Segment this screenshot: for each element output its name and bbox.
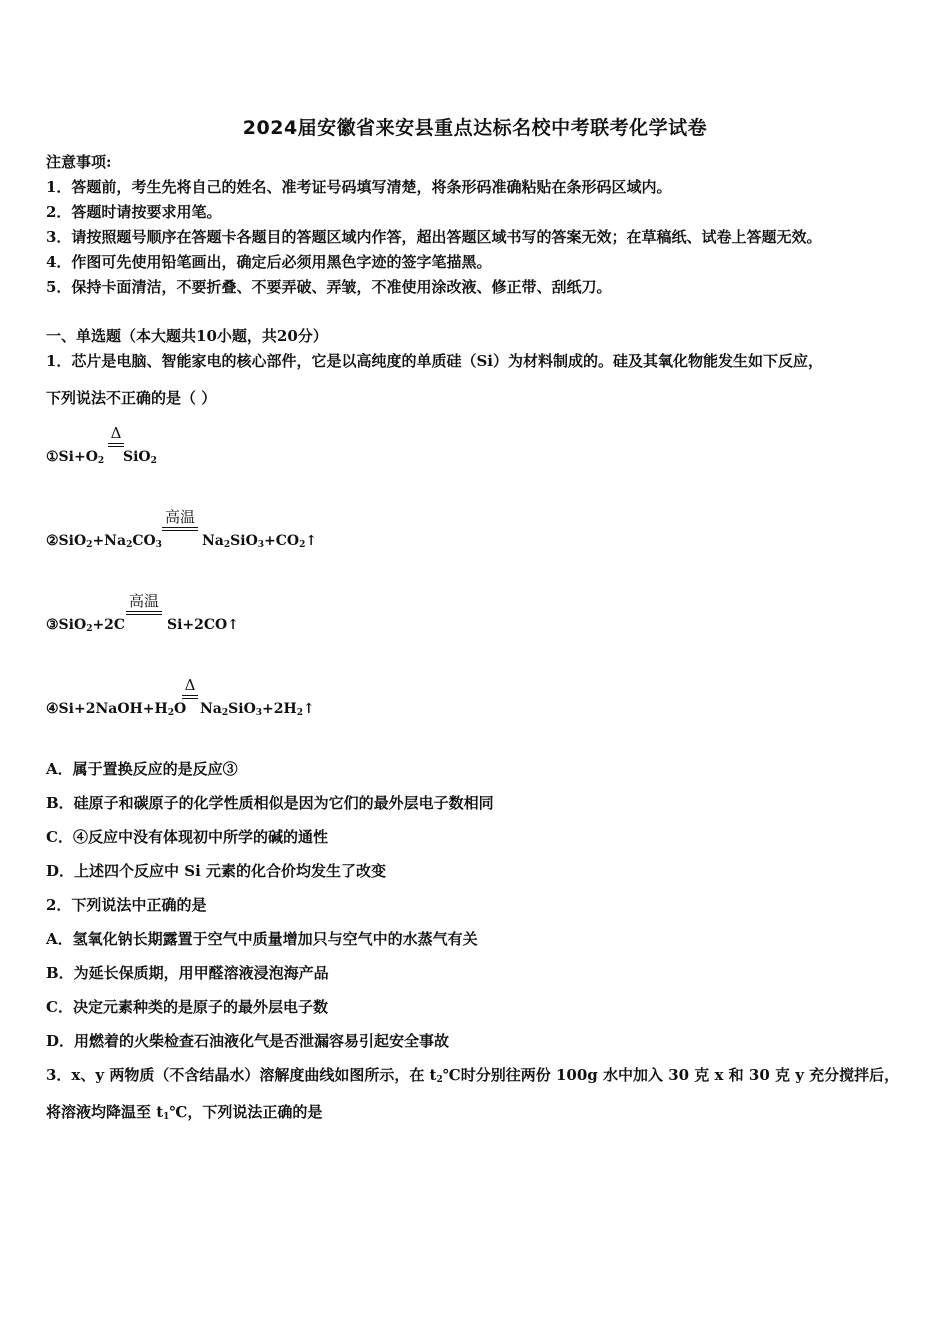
q1-stem-line1: 1．芯片是电脑、智能家电的核心部件，它是以高纯度的单质硅（Si）为材料制成的。硅及其氧化物能发生如下反应，	[46, 352, 823, 370]
note-item-4: 4．作图可先使用铅笔画出，确定后必须用黑色字迹的签字笔描黑。	[46, 253, 492, 271]
notes-heading: 注意事项:	[46, 153, 112, 171]
section-heading: 一、单选题（本大题共10小题，共20分）	[46, 327, 328, 345]
q1-option-a: A．属于置换反应的是反应③	[46, 760, 238, 778]
note-item-1: 1．答题前，考生先将自己的姓名、准考证号码填写清楚，将条形码准确粘贴在条形码区域内。	[46, 178, 672, 196]
reaction-3-condition: 高温	[126, 593, 162, 615]
q2-stem: 2．下列说法中正确的是	[46, 896, 207, 914]
q1-stem-line2: 下列说法不正确的是（ ）	[46, 389, 217, 407]
page-title: 2024届安徽省来安县重点达标名校中考联考化学试卷	[242, 117, 708, 139]
reaction-4-right: $Na_2SiO_3+2H_2↑$	[200, 701, 315, 718]
q1-option-b: B．硅原子和碳原子的化学性质相似是因为它们的最外层电子数相同	[46, 794, 494, 812]
reaction-2-left: $②SiO_2+Na_2CO_3$	[46, 533, 162, 550]
q1-option-c: C．④反应中没有体现初中所学的碱的通性	[46, 828, 328, 846]
reaction-3-left: ③SiO$_2$+2C	[46, 617, 126, 634]
reaction-1-right: SiO$_2$	[123, 449, 157, 466]
reaction-2-right: $Na_2SiO_3+CO_2↑$	[202, 533, 318, 550]
reaction-4	[46, 676, 315, 718]
q2-option-d: D．用燃着的火柴检查石油液化气是否泄漏容易引起安全事故	[46, 1032, 450, 1050]
note-item-2: 2．答题时请按要求用笔。	[46, 203, 222, 221]
reaction-1	[46, 424, 157, 466]
reaction-2-condition: 高温	[162, 509, 198, 531]
reaction-4-condition: Δ	[182, 677, 198, 699]
q2-option-b: B．为延长保质期，用甲醛溶液浸泡海产品	[46, 964, 329, 982]
reaction-3-right: Si+2CO↑	[167, 617, 239, 633]
reaction-1-condition: Δ	[108, 425, 124, 447]
reaction-3	[46, 592, 239, 634]
q3-stem-line2: 将溶液均降温至 t1℃，下列说法正确的是	[46, 1103, 323, 1122]
q1-option-d: D．上述四个反应中 Si 元素的化合价均发生了改变	[46, 862, 386, 880]
reaction-1-left: $①Si+O_2$	[46, 449, 105, 466]
reaction-4-left: $④Si+2NaOH+H_2O$	[46, 701, 187, 718]
note-item-5: 5．保持卡面清洁，不要折叠、不要弄破、弄皱，不准使用涂改液、修正带、刮纸刀。	[46, 278, 612, 296]
reaction-2	[46, 508, 318, 550]
q3-stem-line1: 3．x、y 两物质（不含结晶水）溶解度曲线如图所示，在 t2℃时分别往两份 100g 水中加入 30 克 x 和 30 克 y 充分搅拌后，	[46, 1066, 900, 1085]
note-item-3: 3．请按照题号顺序在答题卡各题目的答题区域内作答，超出答题区域书写的答案无效；在草稿纸、试卷上答题无效。	[46, 228, 822, 246]
q2-option-a: A．氢氧化钠长期露置于空气中质量增加只与空气中的水蒸气有关	[46, 930, 478, 948]
q2-option-c: C．决定元素种类的是原子的最外层电子数	[46, 998, 328, 1016]
